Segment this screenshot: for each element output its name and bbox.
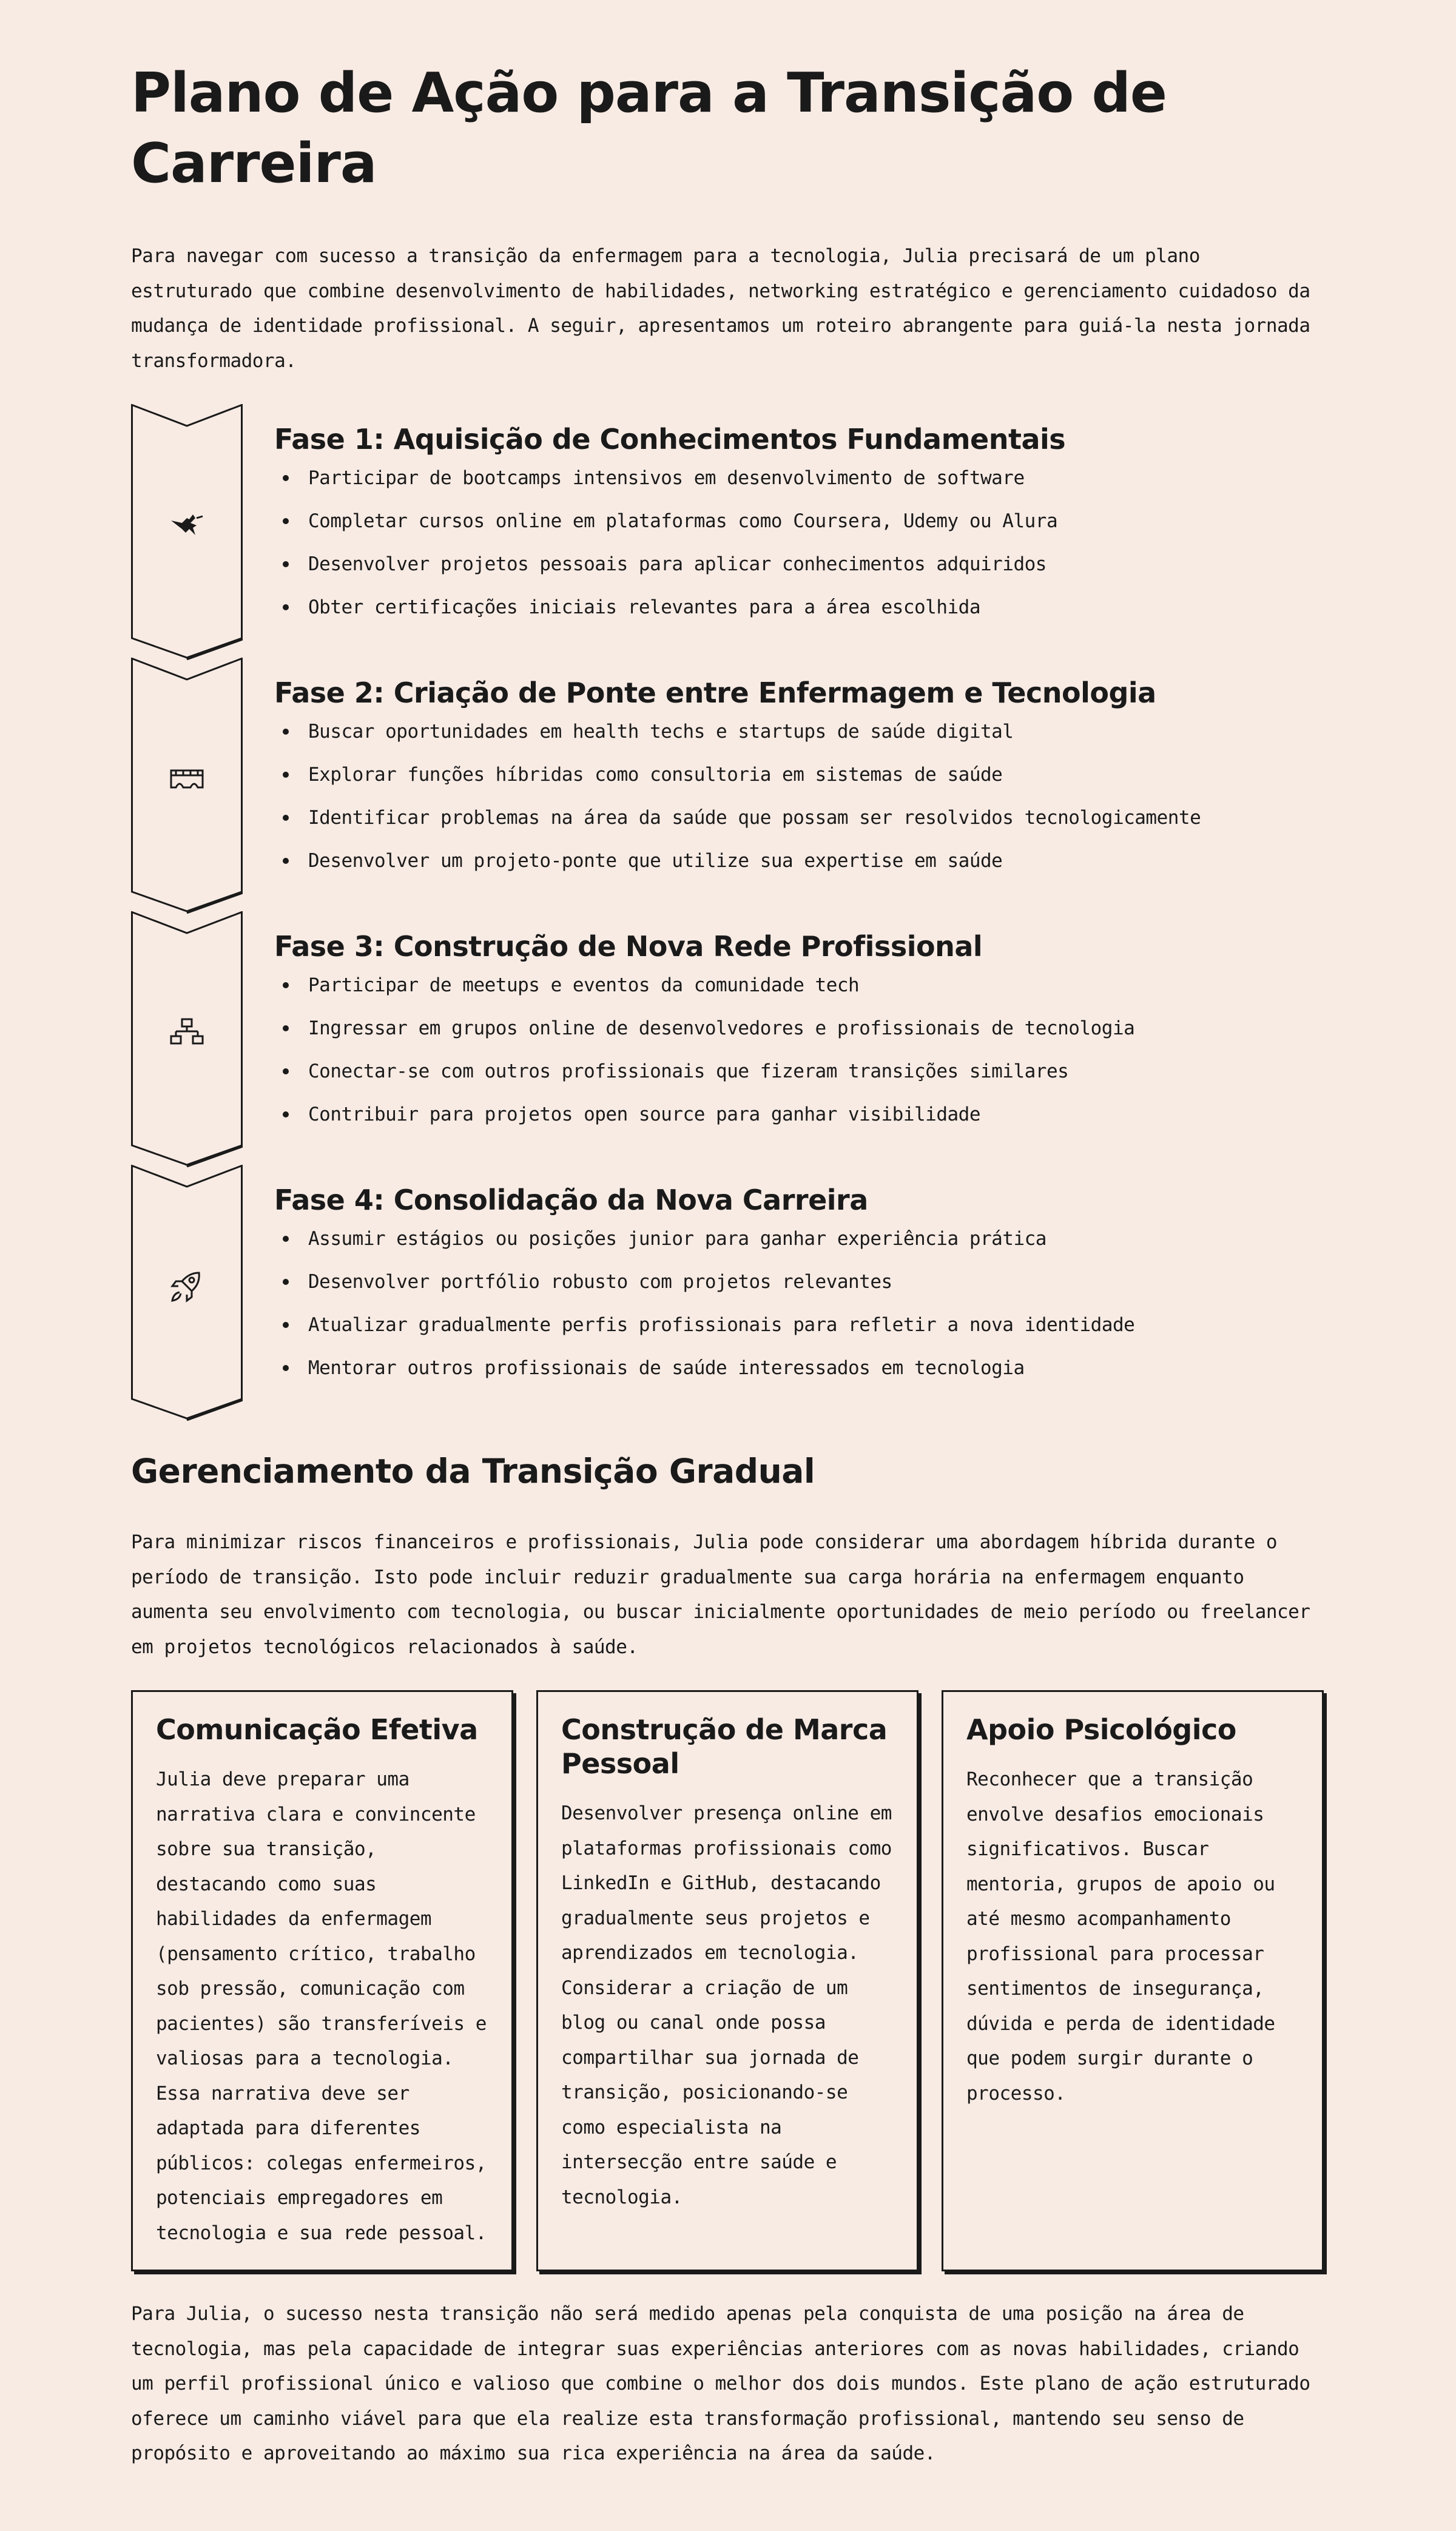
- card-text: Desenvolver presença online em plataformas profissionais como LinkedIn e GitHub, destacando gradualmente seus projetos e aprendizados em tecnologia. Considerar a criação de um blog ou canal onde possa compartilhar sua jornada de transição, posicionando-se como especialista na intersecção entre saúde e tecnologia.: [561, 1802, 892, 2208]
- card-personal-brand: [536, 1690, 918, 2271]
- phase-4-list: [274, 1227, 1324, 1399]
- phase-2-chevron: [131, 658, 243, 914]
- network-icon: [169, 1014, 205, 1051]
- phase-1: [131, 404, 1326, 659]
- list-item: Desenvolver projetos pessoais para aplicar conhecimentos adquiridos: [274, 552, 1324, 595]
- phase-3: [131, 911, 1326, 1166]
- card-title: Comunicação Efetiva: [156, 1713, 478, 1746]
- phase-2-title: Fase 2: Criação de Ponte entre Enfermagem e Tecnologia: [274, 676, 1156, 709]
- phase-3-chevron: [131, 911, 243, 1167]
- phase-4: [131, 1165, 1326, 1420]
- list-item: Completar cursos online em plataformas como Coursera, Udemy ou Alura: [274, 509, 1324, 552]
- phase-1-list: [274, 466, 1324, 638]
- list-item: Participar de meetups e eventos da comunidade tech: [274, 973, 1324, 1016]
- list-item: Desenvolver um projeto-ponte que utilize sua expertise em saúde: [274, 849, 1324, 892]
- card-text: Reconhecer que a transição envolve desafios emocionais significativos. Buscar mentoria, grupos de apoio ou até mesmo acompanhamento profissional para processar sentimentos de insegurança, dúvida e perda de identidade que podem surgir durante o processo.: [966, 1768, 1275, 2105]
- phase-4-chevron: [131, 1165, 243, 1421]
- phase-2: [131, 658, 1326, 912]
- card-title: Apoio Psicológico: [966, 1713, 1236, 1746]
- list-item: Mentorar outros profissionais de saúde interessados em tecnologia: [274, 1356, 1324, 1399]
- phase-4-title: Fase 4: Consolidação da Nova Carreira: [274, 1184, 868, 1216]
- list-item: Atualizar gradualmente perfis profissionais para refletir a nova identidade: [274, 1313, 1324, 1356]
- list-item: Participar de bootcamps intensivos em desenvolvimento de software: [274, 466, 1324, 509]
- page-title: Plano de Ação para a Transição de Carreira: [131, 61, 1167, 195]
- card-title: Construção de Marca Pessoal: [561, 1713, 888, 1780]
- list-item: Obter certificações iniciais relevantes para a área escolhida: [274, 595, 1324, 638]
- list-item: Buscar oportunidades em health techs e startups de saúde digital: [274, 720, 1324, 763]
- section-heading: Gerenciamento da Transição Gradual: [131, 1452, 815, 1491]
- list-item: Ingressar em grupos online de desenvolvedores e profissionais de tecnologia: [274, 1016, 1324, 1059]
- card-psychological-support: [942, 1690, 1324, 2271]
- hummingbird-icon: [169, 507, 205, 544]
- phase-3-list: [274, 973, 1324, 1145]
- card-text: Julia deve preparar uma narrativa clara e convincente sobre sua transição, destacando como suas habilidades da enfermagem (pensamento crítico, trabalho sob pressão, comunicação com pacientes) são transferíveis e valiosas para a tecnologia. Essa narrativa deve ser adaptada para diferentes públicos: colegas enfermeiros, potenciais empregadores em tecnologia e sua rede pessoal.: [156, 1768, 487, 2244]
- conclusion-paragraph: Para Julia, o sucesso nesta transição não será medido apenas pela conquista de uma posição na área de tecnologia, mas pela capacidade de integrar suas experiências anteriores com as novas habilidades, criando um perfil profissional único e valioso que combine o melhor dos dois mundos. Este plano de ação estruturado oferece um caminho viável para que ela realize esta transformação profissional, mantendo seu senso de propósito e aproveitando ao máximo sua rica experiência na área da saúde.: [131, 2303, 1310, 2464]
- list-item: Contribuir para projetos open source para ganhar visibilidade: [274, 1102, 1324, 1145]
- intro-paragraph: Para navegar com sucesso a transição da enfermagem para a tecnologia, Julia precisará de um plano estruturado que combine desenvolvimento de habilidades, networking estratégico e gerenciamento cuidadoso da mudança de identidade profissional. A seguir, apresentamos um roteiro abrangente para guiá-la nesta jornada transformadora.: [131, 245, 1310, 372]
- section-paragraph: Para minimizar riscos financeiros e profissionais, Julia pode considerar uma abordagem híbrida durante o período de transição. Isto pode incluir reduzir gradualmente sua carga horária na enfermagem enquanto aumenta seu envolvimento com tecnologia, ou buscar inicialmente oportunidades de meio período ou freelancer em projetos tecnológicos relacionados à saúde.: [131, 1531, 1310, 1658]
- card-communication: [131, 1690, 513, 2271]
- phase-2-list: [274, 720, 1324, 892]
- list-item: Desenvolver portfólio robusto com projetos relevantes: [274, 1270, 1324, 1313]
- list-item: Identificar problemas na área da saúde que possam ser resolvidos tecnologicamente: [274, 806, 1324, 849]
- phase-3-title: Fase 3: Construção de Nova Rede Profissional: [274, 930, 983, 963]
- bridge-icon: [169, 761, 205, 797]
- list-item: Explorar funções híbridas como consultoria em sistemas de saúde: [274, 763, 1324, 806]
- phase-1-chevron: [131, 404, 243, 660]
- list-item: Conectar-se com outros profissionais que fizeram transições similares: [274, 1059, 1324, 1102]
- list-item: Assumir estágios ou posições junior para ganhar experiência prática: [274, 1227, 1324, 1270]
- phase-1-title: Fase 1: Aquisição de Conhecimentos Fundamentais: [274, 423, 1066, 456]
- rocket-icon: [169, 1268, 205, 1304]
